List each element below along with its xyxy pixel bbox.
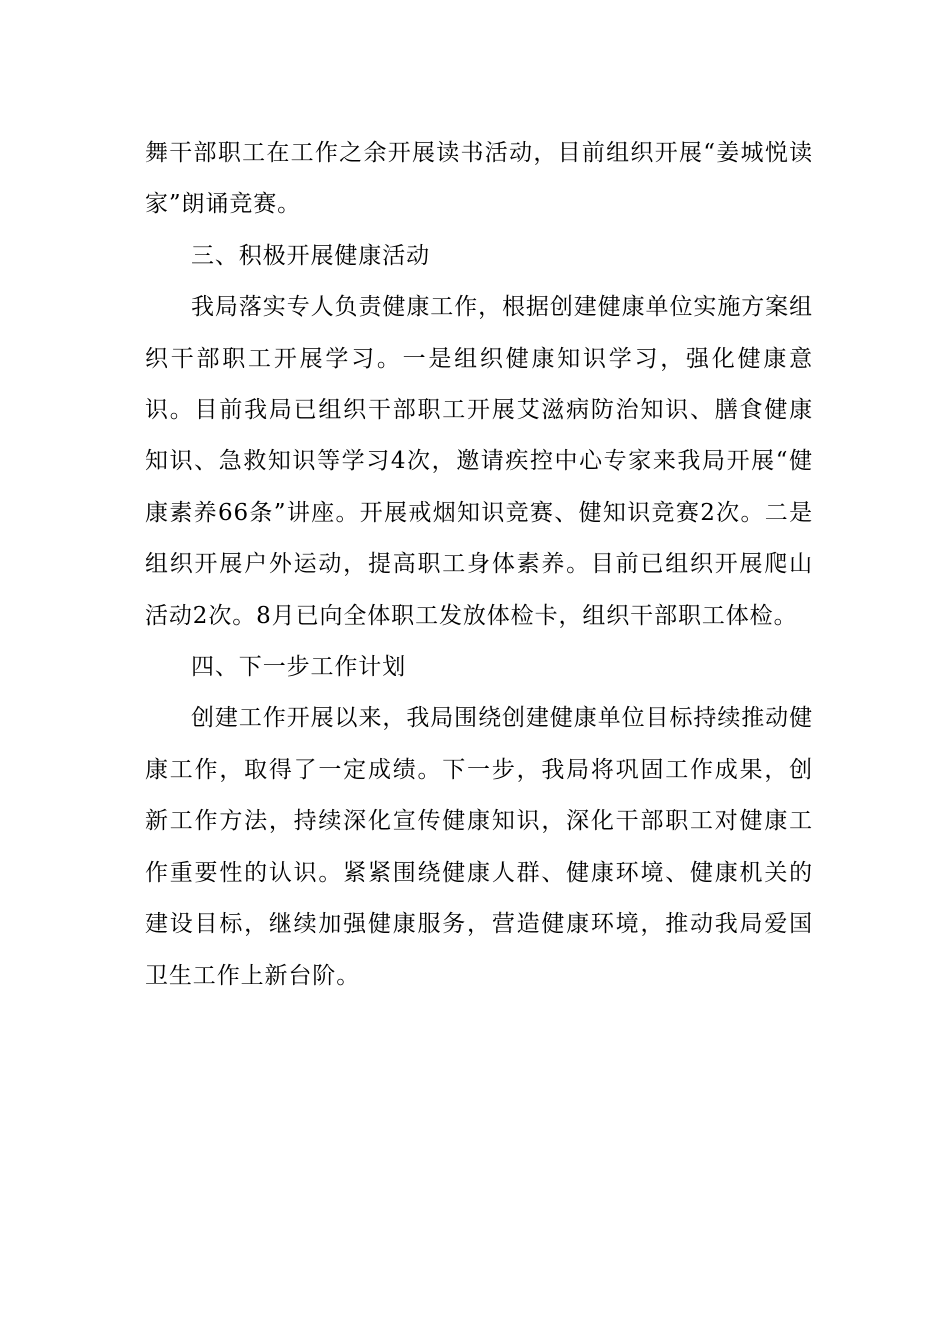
paragraph-health-activities: 我局落实专人负责健康工作，根据创建健康单位实施方案组织干部职工开展学习。一是组织健康知识学习，强化健康意识。目前我局已组织干部职工开展艾滋病防治知识、膳食健康知识、急救知识等学习4次，邀请疾控中心专家来我局开展“健康素养66条”讲座。开展戒烟知识竞赛、健知识竞赛2次。二是组织开展户外运动，提高职工身体素养。目前已组织开展爬山活动2次。8月已向全体职工发放体检卡，组织干部职工体检。 <box>145 294 813 629</box>
paragraph-reading-activity: 舞干部职工在工作之余开展读书活动，目前组织开展“姜城悦读家”朗诵竞赛。 <box>145 140 813 218</box>
section-heading-health-activities: 三、积极开展健康活动 <box>191 242 430 269</box>
document-body <box>145 128 813 1002</box>
paragraph-next-plan: 创建工作开展以来，我局围绕创建健康单位目标持续推动健康工作，取得了一定成绩。下一步，我局将巩固工作成果，创新工作方法，持续深化宣传健康知识，深化干部职工对健康工作重要性的认识。紧紧围绕健康人群、健康环境、健康机关的建设目标，继续加强健康服务，营造健康环境，推动我局爱国卫生工作上新台阶。 <box>145 705 813 989</box>
section-heading-next-plan: 四、下一步工作计划 <box>191 654 407 681</box>
